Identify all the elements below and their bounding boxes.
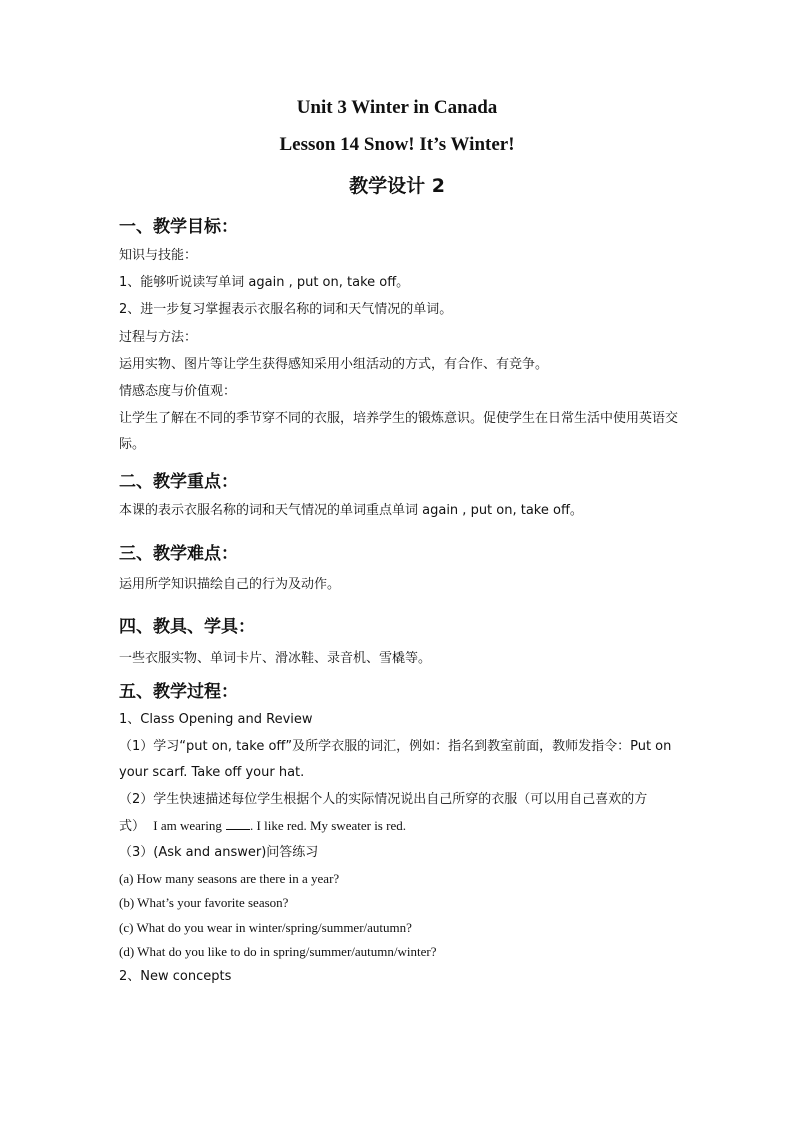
teaching-aids-text: 一些衣服实物、单词卡片、滑冰鞋、录音机、雪橇等。: [119, 651, 432, 666]
process-line: 2、New concepts: [119, 969, 232, 984]
objective-line: 2、进一步复习掌握表示衣服名称的词和天气情况的单词。: [119, 302, 453, 317]
objective-line: 过程与方法：: [119, 330, 198, 345]
section-heading-objectives: 一、教学目标：: [119, 217, 238, 237]
question-item: (a) How many seasons are there in a year?: [119, 871, 340, 886]
section-heading-process: 五、教学过程：: [119, 682, 238, 702]
process-line: 1、Class Opening and Review: [119, 712, 313, 727]
sentence-start: I am wearing: [153, 818, 222, 833]
unit-title: Unit 3 Winter in Canada: [296, 97, 498, 118]
objective-line: 1、能够听说读写单词 again , put on, take off。: [119, 275, 410, 290]
design-title: 教学设计 2: [349, 175, 445, 197]
process-line: [119, 787, 684, 840]
question-item: (c) What do you wear in winter/spring/summer/autumn?: [119, 920, 412, 935]
process-line: （1）学习“put on, take off”及所学衣服的词汇，例如：指名到教室前面，教师发指令：Put on your scarf. Take off your hat.: [119, 739, 672, 780]
process-line: （3）(Ask and answer)问答练习: [119, 845, 319, 860]
fill-in-blank: [226, 817, 250, 830]
lesson-title: Lesson 14 Snow! It’s Winter!: [279, 134, 515, 155]
objective-paragraph: 让学生了解在不同的季节穿不同的衣服，培养学生的锻炼意识。促使学生在日常生活中使用英语交际。: [119, 411, 679, 452]
sentence-end: . I like red. My sweater is red.: [250, 818, 406, 833]
question-item: (d) What do you like to do in spring/summer/autumn/winter?: [119, 944, 437, 959]
section-heading-difficulties: 三、教学难点：: [119, 544, 238, 564]
objective-line: 知识与技能：: [119, 248, 198, 263]
key-points-text: 本课的表示衣服名称的词和天气情况的单词重点单词 again , put on, take off。: [119, 503, 583, 518]
objective-line: 情感态度与价值观：: [119, 384, 237, 399]
process-line-text: （2）学生快速描述每位学生根据个人的实际情况说出自己所穿的衣服（可以用自己喜欢的方式）: [119, 792, 648, 834]
objective-line: 运用实物、图片等让学生获得感知采用小组活动的方式，有合作、有竞争。: [119, 357, 549, 372]
difficulties-text: 运用所学知识描绘自己的行为及动作。: [119, 577, 341, 592]
question-item: (b) What’s your favorite season?: [119, 895, 289, 910]
section-heading-key-points: 二、教学重点：: [119, 472, 238, 492]
section-heading-teaching-aids: 四、教具、学具：: [119, 617, 255, 637]
